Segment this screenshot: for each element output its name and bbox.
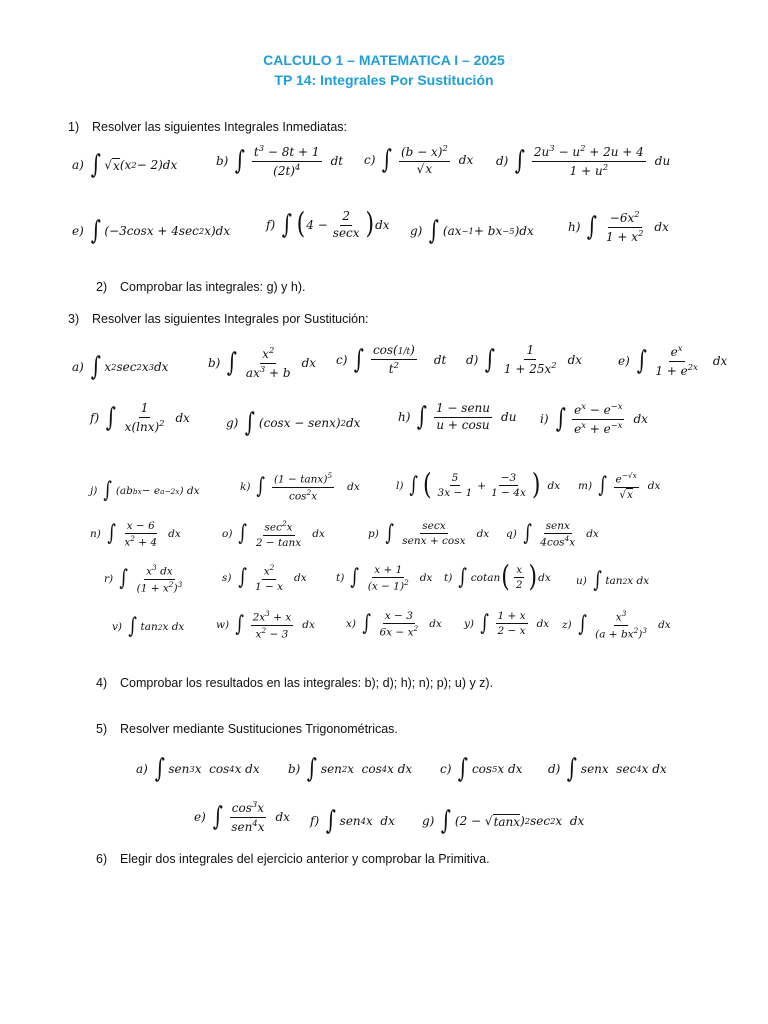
integral-1f: f) ∫ ( 4 − $\frac{2}{\sec x}$ ) dx (266, 208, 390, 241)
integral-3n: n) ∫ $\frac{x - 6}{x^2 + 4}$ dx (90, 520, 181, 549)
integral-1g: g) ∫ (ax −1 + bx −5 )dx (410, 216, 534, 246)
section-4: 4) Comprobar los resultados en las integrales: b); d); h); n); p); u) y z). (96, 676, 494, 690)
section-5-row-2 (0, 800, 768, 850)
integral-5f: f) ∫ sen 4 x dx (310, 806, 395, 836)
page-subtitle: TP 14: Integrales Por Sustitución (274, 72, 494, 88)
integral-5b: b) ∫ sen 2 x cos 4 x dx (288, 754, 413, 784)
section-6: 6) Elegir dos integrales del ejercicio anterior y comprobar la Primitiva. (96, 852, 490, 866)
integral-3c: c) ∫ $\frac{\cos(1/t)}{t^2}$ dt (336, 343, 447, 376)
integral-3a: a) ∫ x 2 sec 2 x 3 dx (72, 352, 169, 382)
integral-5g: g) ∫ (2 − √ tanx ) 2 sec 2 x dx (422, 806, 585, 836)
integral-3q: q) ∫ $\frac{\text{senx}}{4\cos^4x}$ dx (506, 520, 599, 549)
integral-5d: d) ∫ senx sec 4 x dx (548, 754, 667, 784)
integral-3v: v) ∫ tan 2 x dx (112, 614, 185, 639)
section-3-row-3 (0, 468, 768, 522)
integral-3p: p) ∫ $\frac{\sec x}{\text{senx + cosx}}$ dx (368, 520, 490, 548)
integral-3x: x) ∫ $\frac{x - 3}{6x - x^2}$ dx (346, 610, 442, 639)
integral-1h: h) ∫ $\frac{-6x^2}{1 + x^2}$ dx (568, 209, 669, 244)
integral-1d: d) ∫ $\frac{2u^3 - u^2 + 2u + 4}{1 + u^2}$ du (496, 143, 671, 178)
integral-3g: g) ∫ (cosx − senx) 2 dx (226, 408, 361, 438)
page-title: CALCULO 1 – MATEMATICA I – 2025 (263, 52, 505, 68)
integral-3o: o) ∫ $\frac{\sec^2x}{2 - \tan x}$ dx (222, 519, 325, 549)
section-2: 2) Comprobar las integrales: g) y h). (96, 280, 306, 294)
integral-3h: h) ∫ $\frac{\text{1 − senu}}{u + \cos u}$ du (398, 401, 517, 433)
integral-1b: b) ∫ $\frac{t^3 - 8t + 1}{(2t)^4}$ dt (216, 143, 344, 178)
integral-3m: m) ∫ $\frac{e^{-√x}}{√x}$ dx (578, 471, 661, 501)
integral-3b: b) ∫ $\frac{x^2}{ax^3 + b}$ dx (208, 345, 317, 380)
integral-3e: e) ∫ $\frac{e^x}{1 + e^{2x}}$ dx (618, 343, 728, 378)
integral-5c: c) ∫ cos 5 x dx (440, 754, 523, 784)
section-1-row-2 (0, 210, 768, 260)
integral-3i: i) ∫ $\frac{e^x - e^{-x}}{e^x + e^{-x}}$ dx (540, 401, 648, 436)
integral-3s: s) ∫ $\frac{x^2}{1 - x}$ dx (222, 563, 307, 593)
section-3-row-4 (0, 520, 768, 570)
integral-1c: c) ∫ $\frac{(b - x)^2}{√x}$ dx (364, 143, 474, 176)
integral-3f: f) ∫ $\frac{1}{x(\ln x)^2}$ dx (90, 401, 190, 434)
integral-3l: l) ∫ ( $\frac{5}{3x - 1}$ + $\frac{-3}{1 - 4x}$ ) dx (396, 468, 561, 502)
integral-3y: y) ∫ $\frac{1 + x}{2 - x}$ dx (464, 610, 550, 638)
integral-3w: w) ∫ $\frac{2x^3 + x}{x^2 - 3}$ dx (216, 609, 315, 641)
integral-3t-1: t) ∫ $\frac{x + 1}{(x - 1)^2}$ dx (336, 564, 433, 593)
integral-3z: z) ∫ $\frac{x^3}{(a + bx^2)^3}$ dx (562, 609, 671, 641)
integral-3t-2: t) ∫ cotan ( $\frac{x}{2}$ ) dx (444, 560, 551, 594)
integral-5e: e) ∫ $\frac{\cos^3x}{sen^4x}$ dx (194, 799, 290, 834)
integral-3k: k) ∫ $\frac{(1 - \tan x)^5}{\cos^2x}$ dx (240, 471, 360, 503)
integral-1a: a) ∫ √ x (x 2 − 2)dx (72, 150, 178, 180)
section-5-row-1 (0, 754, 768, 804)
section-3-row-6 (0, 610, 768, 660)
section-1-row-1 (0, 144, 768, 194)
integral-5a: a) ∫ sen 3 x cos 4 x dx (136, 754, 260, 784)
section-1: 1) Resolver las siguientes Integrales Inmediatas: (68, 120, 347, 134)
integral-3d: d) ∫ $\frac{1}{1 + 25x^2}$ dx (466, 343, 583, 376)
section-5: 5) Resolver mediante Sustituciones Trigonométricas. (96, 722, 398, 736)
integral-3u: u) ∫ tan 2 x dx (576, 568, 650, 593)
section-3-row-2 (0, 402, 768, 452)
integral-1e: e) ∫ (−3cosx + 4sec 2 x)dx (72, 216, 231, 246)
integral-3j: j) ∫ (ab bx − e a−2x ) dx (90, 478, 200, 503)
section-3: 3) Resolver las siguientes Integrales por Sustitución: (68, 312, 369, 326)
section-3-row-5 (0, 560, 768, 614)
section-3-row-1 (0, 344, 768, 394)
integral-3r: r) ∫ $\frac{x^3 dx}{(1 + x^2)^3}$ (104, 563, 183, 595)
